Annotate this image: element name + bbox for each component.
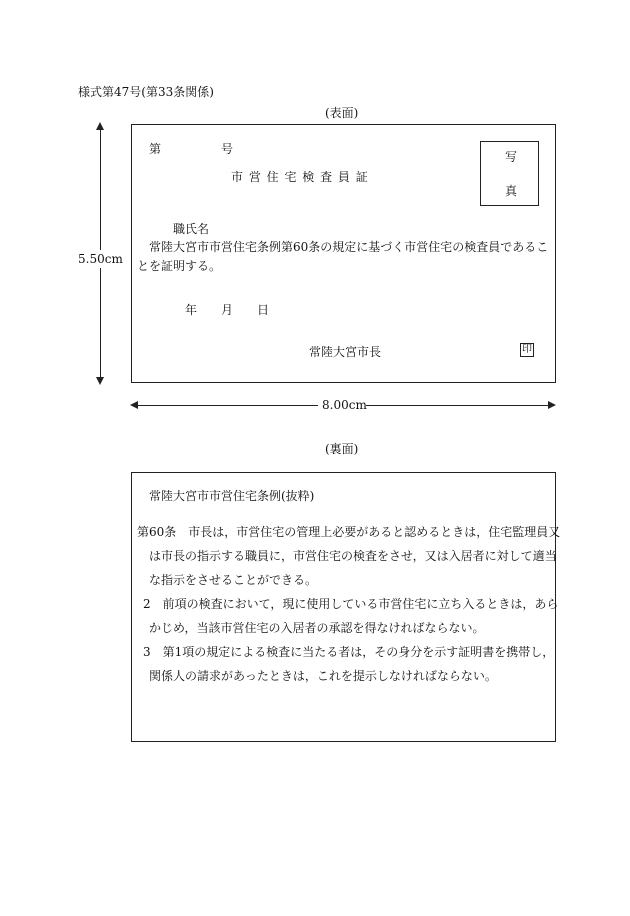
certification-line-1: 常陸大宮市市営住宅条例第60条の規定に基づく市営住宅の検査員であるこ (149, 240, 549, 254)
photo-label-top: 写 (505, 150, 518, 164)
photo-box (480, 141, 539, 206)
ordinance-line: かじめ，当該市営住宅の入居者の承認を得なければならない。 (149, 621, 485, 635)
certificate-back (131, 472, 561, 742)
certificate-title: 市 営 住 宅 検 査 員 証 (231, 170, 369, 184)
seal-icon: 印 (522, 344, 532, 355)
photo-label-bottom: 真 (505, 184, 518, 198)
number-prefix: 第 (149, 142, 162, 156)
arrow-down-icon (96, 377, 104, 385)
number-suffix: 号 (221, 142, 234, 156)
arrow-right-icon (548, 401, 556, 409)
job-name-label: 職氏名 (173, 222, 210, 236)
date-month: 月 (221, 303, 234, 317)
ordinance-line: な指示をさせることができる。 (149, 573, 318, 587)
certificate-front (131, 124, 556, 383)
width-dimension-label: 8.00cm (322, 398, 367, 412)
arrow-left-icon (130, 401, 138, 409)
back-side-label: (裏面) (325, 442, 359, 456)
certification-line-2: とを証明する。 (137, 259, 222, 273)
issuer-name: 常陸大宮市長 (309, 345, 382, 359)
ordinance-line: 3 第1項の規定による検査に当たる者は，その身分を示す証明書を携帯し， (143, 645, 555, 659)
arrow-up-icon (96, 122, 104, 130)
height-dimension-label: 5.50cm (78, 252, 123, 266)
ordinance-line: 第60条 市長は，市営住宅の管理上必要があると認めるときは，住宅監理員又 (137, 525, 561, 539)
ordinance-line: 2 前項の検査において，現に使用している市営住宅に立ち入るときは，あら (143, 597, 559, 611)
ordinance-heading: 常陸大宮市市営住宅条例(抜粋) (149, 489, 315, 503)
form-number: 様式第47号(第33条関係) (78, 85, 214, 99)
ordinance-text (137, 520, 560, 688)
ordinance-line: 関係人の請求があったときは，これを提示しなければならない。 (149, 669, 497, 683)
ordinance-line: は市長の指示する職員に，市営住宅の検査をさせ，又は入居者に対して適当 (149, 549, 557, 563)
date-day: 日 (257, 303, 270, 317)
date-year: 年 (185, 303, 198, 317)
front-side-label: (表面) (325, 106, 359, 120)
